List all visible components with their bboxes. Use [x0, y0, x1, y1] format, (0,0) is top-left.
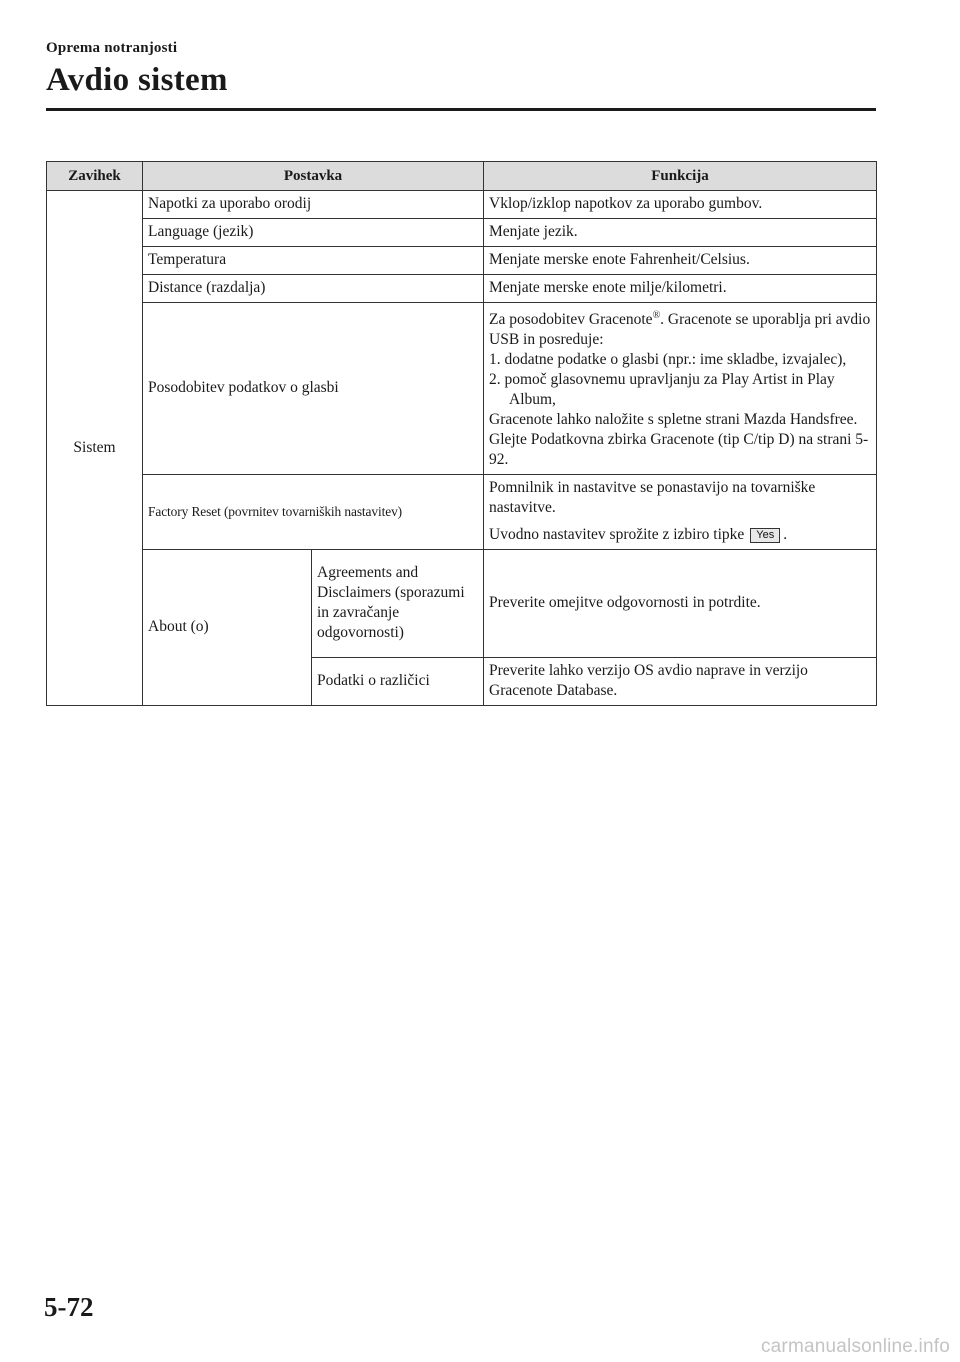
function-cell: Vklop/izklop napotkov za uporabo gumbov. — [484, 191, 877, 219]
function-cell: Menjate merske enote Fahrenheit/Celsius. — [484, 247, 877, 275]
subitem-cell: Podatki o različici — [312, 658, 484, 706]
table-row — [47, 275, 877, 303]
factory-reset-description: Pomnilnik in nastavitve se ponastavijo na tovarniške nastavitve. — [489, 479, 816, 517]
column-header-tab: Zavihek — [47, 162, 143, 191]
item-cell: Factory Reset (povrnitev tovarniških nastavitev) — [143, 475, 484, 550]
settings-table — [46, 161, 877, 706]
watermark: carmanualsonline.info — [760, 1336, 950, 1357]
function-cell: Preverite omejitve odgovornosti in potrdite. — [484, 550, 877, 658]
item-cell: About (o) — [143, 550, 312, 706]
yes-key-icon: Yes — [750, 528, 780, 543]
column-header-function: Funkcija — [484, 162, 877, 191]
item-cell: Distance (razdalja) — [143, 275, 484, 303]
title-divider — [46, 108, 876, 111]
table-row — [47, 219, 877, 247]
page-reference: Glejte Podatkovna zbirka Gracenote (tip C/tip D) na strani 5-92. — [489, 431, 869, 469]
list-item: 2. pomoč glasovnemu upravljanju za Play Artist in Play Album, — [489, 371, 835, 409]
table-row — [47, 550, 877, 658]
function-cell: Menjate merske enote milje/kilometri. — [484, 275, 877, 303]
page-title: Avdio sistem — [46, 62, 228, 98]
table-row — [47, 247, 877, 275]
item-cell: Language (jezik) — [143, 219, 484, 247]
table-row — [47, 475, 877, 550]
item-cell: Napotki za uporabo orodij — [143, 191, 484, 219]
table-row — [47, 191, 877, 219]
page-number: 5-72 — [44, 1292, 94, 1322]
function-cell: Menjate jezik. — [484, 219, 877, 247]
function-cell — [484, 475, 877, 550]
factory-reset-instruction: Uvodno nastavitev sprožite z izbiro tipke Yes . — [489, 526, 788, 544]
download-note: Gracenote lahko naložite s spletne strani Mazda Handsfree. — [489, 411, 858, 429]
section-label: Oprema notranjosti — [46, 40, 178, 56]
item-cell: Temperatura — [143, 247, 484, 275]
list-item: 1. dodatne podatke o glasbi (npr.: ime skladbe, izvajalec), — [489, 351, 847, 369]
subitem-cell: Agreements and Disclaimers (sporazumi in zavračanje odgovornosti) — [312, 550, 484, 658]
gracenote-intro: Za posodobitev Gracenote®. Gracenote se uporablja pri avdio USB in posreduje: — [489, 310, 871, 349]
item-cell: Posodobitev podatkov o glasbi — [143, 303, 484, 475]
table-header-row — [47, 162, 877, 191]
function-cell — [484, 303, 877, 475]
table-row — [47, 303, 877, 475]
tab-cell: Sistem — [47, 191, 143, 706]
column-header-item: Postavka — [143, 162, 484, 191]
function-cell: Preverite lahko verzijo OS avdio naprave in verzijo Gracenote Database. — [484, 658, 877, 706]
